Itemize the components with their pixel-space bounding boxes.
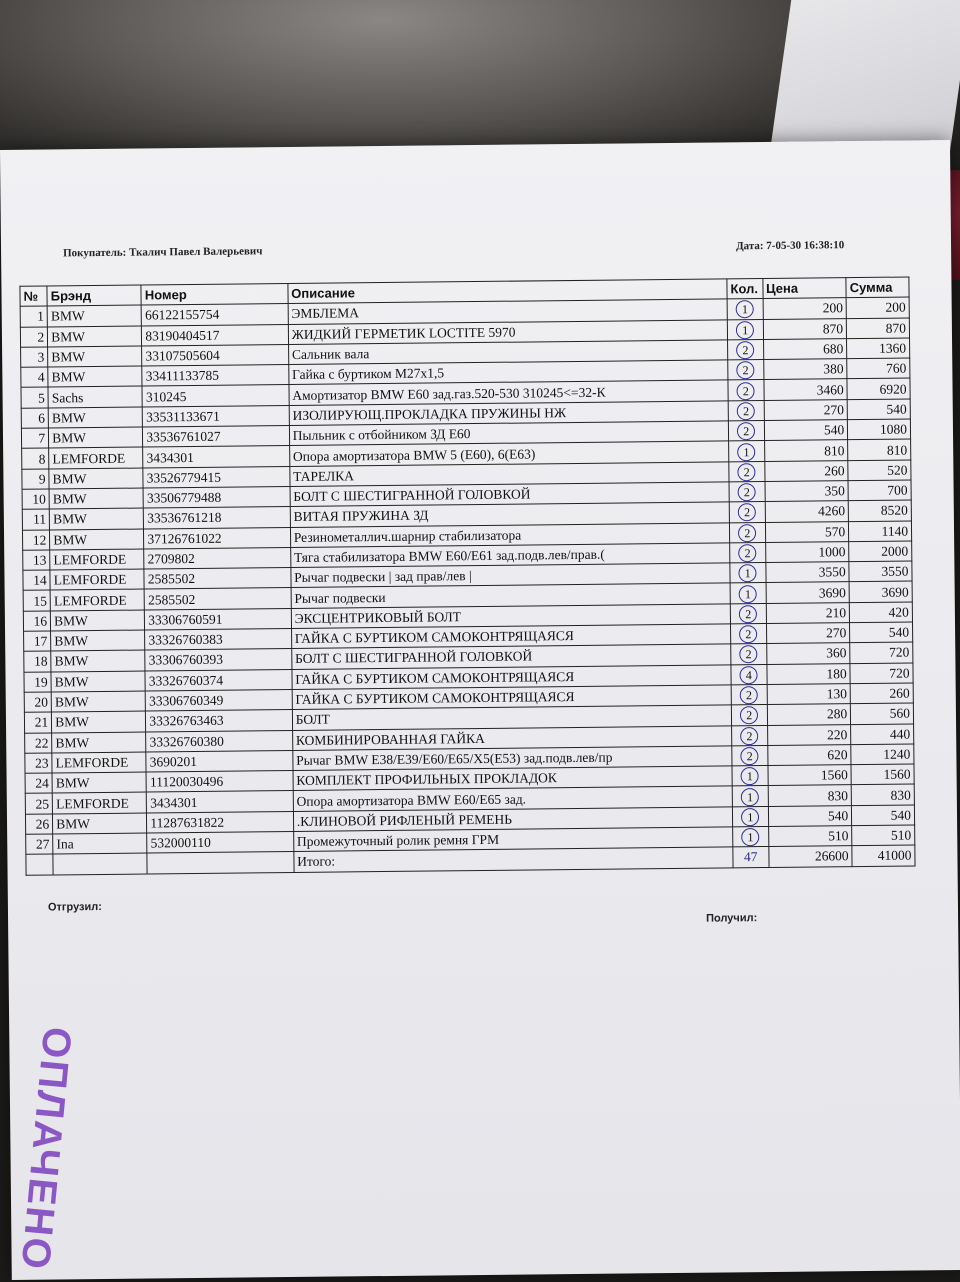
row-brand: BMW: [51, 650, 145, 671]
qty-circle-mark: 2: [738, 544, 756, 562]
row-sum: 1080: [848, 419, 911, 440]
row-brand: BMW: [49, 508, 143, 529]
row-sum: 560: [851, 703, 914, 724]
background-paper: [769, 0, 960, 160]
row-number: 18: [24, 651, 51, 672]
row-number: 1: [20, 306, 47, 327]
qty-circle-mark: 2: [740, 706, 758, 724]
qty-circle-mark: 2: [739, 605, 757, 623]
row-brand: BMW: [48, 407, 142, 428]
row-number: 13: [23, 550, 50, 571]
row-description: Тяга стабилизатора BMW E60/E61 зад.подв.лев/прав.(: [290, 543, 729, 568]
row-description: ЭКСЦЕНТРИКОВЫЙ БОЛТ: [291, 604, 730, 629]
column-header: Брэнд: [47, 285, 141, 306]
row-qty: [729, 522, 765, 543]
row-part-number: 11120030496: [146, 771, 293, 793]
qty-circle-mark: 4: [740, 666, 758, 684]
qty-circle-mark: 1: [741, 808, 759, 826]
row-part-number: 2585502: [144, 568, 291, 590]
row-description: .КЛИНОВОЙ РИФЛЕНЫЙ РЕМЕНЬ: [293, 807, 732, 832]
row-description: КОМПЛЕКТ ПРОФИЛЬНЫХ ПРОКЛАДОК: [293, 766, 732, 791]
row-price: 180: [766, 663, 850, 684]
row-sum: 760: [847, 358, 910, 379]
qty-circle-mark: 2: [739, 646, 757, 664]
row-description: ЭМБЛЕМА: [288, 299, 727, 324]
row-number: 17: [24, 631, 51, 652]
row-number: 5: [21, 387, 48, 408]
row-number: 3: [21, 347, 48, 368]
row-part-number: 33306760591: [145, 608, 292, 630]
total-sum: 41000: [852, 845, 915, 866]
row-brand: LEMFORDE: [50, 569, 144, 590]
row-price: 270: [766, 623, 850, 644]
row-qty: [732, 766, 768, 787]
row-sum: 2000: [849, 541, 912, 562]
row-part-number: 11287631822: [147, 811, 294, 833]
row-brand: LEMFORDE: [49, 447, 143, 468]
row-brand: LEMFORDE: [50, 589, 144, 610]
row-number: 7: [21, 428, 48, 449]
column-header: №: [20, 286, 47, 307]
row-part-number: 532000110: [147, 831, 294, 853]
row-brand: BMW: [50, 529, 144, 550]
row-brand: LEMFORDE: [52, 792, 146, 813]
row-qty: [732, 806, 768, 827]
row-price: 260: [764, 460, 848, 481]
total-label: Итого:: [294, 847, 733, 872]
row-price: 510: [768, 826, 852, 847]
row-number: 6: [21, 408, 48, 429]
row-brand: Ina: [53, 833, 147, 854]
row-sum: 720: [850, 642, 913, 663]
row-description: Гайка с буртиком M27x1,5: [288, 360, 727, 385]
row-part-number: 33536761027: [143, 426, 290, 448]
row-description: ГАЙКА С БУРТИКОМ САМОКОНТРЯЩАЯСЯ: [291, 624, 730, 649]
qty-circle-mark: 1: [736, 301, 754, 319]
row-description: Амортизатор BMW E60 зад.газ.520-530 310245<=32-К: [289, 380, 728, 405]
row-number: 21: [24, 712, 51, 733]
total-qty: 47: [733, 847, 769, 868]
qty-circle-mark: 2: [740, 727, 758, 745]
row-part-number: 33326760374: [145, 669, 292, 691]
row-part-number: 33326763463: [146, 710, 293, 732]
row-brand: BMW: [52, 732, 146, 753]
row-sum: 260: [850, 683, 913, 704]
qty-circle-mark: 2: [739, 625, 757, 643]
row-price: 870: [763, 318, 847, 339]
qty-circle-mark: 1: [741, 767, 759, 785]
row-qty: [731, 684, 767, 705]
row-qty: [727, 299, 763, 320]
row-qty: [732, 745, 768, 766]
row-qty: [732, 725, 768, 746]
row-qty: [728, 400, 764, 421]
qty-circle-mark: 2: [737, 361, 755, 379]
row-qty: [732, 786, 768, 807]
row-part-number: 2709802: [144, 547, 291, 569]
row-qty: [728, 421, 764, 442]
row-part-number: 33326760383: [145, 629, 292, 651]
qty-circle-mark: 2: [737, 402, 755, 420]
row-price: 540: [764, 420, 848, 441]
row-description: БОЛТ С ШЕСТИГРАННОЙ ГОЛОВКОЙ: [290, 482, 729, 507]
row-part-number: 2585502: [144, 588, 291, 610]
qty-circle-mark: 1: [741, 788, 759, 806]
row-number: 9: [22, 469, 49, 490]
row-brand: BMW: [51, 671, 145, 692]
row-description: Рычаг BMW E38/E39/E60/E65/X5(E53) зад.подв.лев/пр: [293, 746, 732, 771]
paid-stamp: ОПЛАЧЕНО: [12, 1025, 80, 1273]
qty-circle-mark: 1: [739, 564, 757, 582]
row-brand: BMW: [48, 326, 142, 347]
row-description: ВИТАЯ ПРУЖИНА ЗД: [290, 502, 729, 527]
row-qty: [729, 502, 765, 523]
row-part-number: 66122155754: [141, 304, 288, 326]
row-sum: 540: [852, 805, 915, 826]
row-part-number: 33326760380: [146, 730, 293, 752]
row-price: 3550: [765, 562, 849, 583]
qty-circle-mark: 2: [737, 422, 755, 440]
row-qty: [728, 360, 764, 381]
row-part-number: 310245: [142, 385, 289, 407]
row-number: 11: [22, 509, 49, 530]
date-label: Дата: 7-05-30 16:38:10: [735, 239, 845, 253]
row-part-number: 3690201: [146, 750, 293, 772]
qty-circle-mark: 1: [741, 828, 759, 846]
row-brand: BMW: [52, 772, 146, 793]
row-description: Сальник вала: [288, 340, 727, 365]
row-sum: 1140: [849, 521, 912, 542]
column-header: Номер: [141, 283, 288, 305]
row-brand: Sachs: [48, 387, 142, 408]
row-number: 12: [22, 530, 49, 551]
row-qty: [730, 563, 766, 584]
row-sum: 420: [849, 602, 912, 623]
row-number: 20: [24, 692, 51, 713]
row-part-number: 33306760349: [145, 689, 292, 711]
row-number: 8: [22, 448, 49, 469]
row-qty: [727, 319, 763, 340]
row-price: 210: [766, 602, 850, 623]
row-number: 25: [25, 793, 52, 814]
row-price: 620: [767, 744, 851, 765]
received-label: Получил:: [706, 912, 758, 925]
row-qty: [730, 542, 766, 563]
row-sum: 810: [848, 439, 911, 460]
row-description: Резинометаллич.шарнир стабилизатора: [290, 522, 729, 547]
invoice-sheet: [0, 140, 960, 1280]
row-price: 1560: [768, 765, 852, 786]
row-description: Опора амортизатора BMW 5 (E60), 6(E63): [289, 441, 728, 466]
row-part-number: 33536761218: [144, 507, 291, 529]
row-number: 15: [23, 590, 50, 611]
row-brand: BMW: [51, 630, 145, 651]
row-price: 380: [763, 359, 847, 380]
row-price: 3690: [766, 582, 850, 603]
qty-circle-mark: 2: [740, 686, 758, 704]
row-sum: 540: [850, 622, 913, 643]
row-description: БОЛТ: [292, 705, 731, 730]
row-number: 24: [25, 773, 52, 794]
column-header: Кол.: [727, 279, 763, 300]
row-brand: BMW: [53, 813, 147, 834]
qty-circle-mark: 2: [738, 483, 756, 501]
row-qty: [729, 441, 765, 462]
row-price: 220: [767, 724, 851, 745]
row-sum: 200: [846, 297, 909, 318]
row-brand: BMW: [52, 711, 146, 732]
row-price: 360: [766, 643, 850, 664]
row-price: 4260: [765, 501, 849, 522]
qty-circle-mark: 2: [738, 524, 756, 542]
row-qty: [730, 583, 766, 604]
row-part-number: 3434301: [143, 446, 290, 468]
row-qty: [728, 380, 764, 401]
column-header: Сумма: [846, 277, 909, 298]
row-description: ГАЙКА С БУРТИКОМ САМОКОНТРЯЩАЯСЯ: [292, 685, 731, 710]
row-price: 1000: [765, 541, 849, 562]
row-sum: 1240: [851, 744, 914, 765]
row-sum: 1560: [851, 764, 914, 785]
row-sum: 540: [847, 399, 910, 420]
row-price: 810: [764, 440, 848, 461]
row-brand: BMW: [49, 488, 143, 509]
buyer-label: Покупатель: Ткалич Павел Валерьевич: [63, 245, 263, 260]
row-qty: [730, 603, 766, 624]
row-brand: BMW: [49, 427, 143, 448]
row-qty: [733, 827, 769, 848]
column-header: Описание: [288, 279, 727, 304]
row-description: ИЗОЛИРУЮЩ.ПРОКЛАДКА ПРУЖИНЫ НЖ: [289, 401, 728, 426]
row-price: 350: [765, 481, 849, 502]
row-qty: [729, 461, 765, 482]
qty-circle-mark: 2: [741, 747, 759, 765]
row-number: 16: [23, 611, 50, 632]
row-description: БОЛТ С ШЕСТИГРАННОЙ ГОЛОВКОЙ: [291, 644, 730, 669]
row-sum: 700: [848, 480, 911, 501]
qty-circle-mark: 1: [739, 585, 757, 603]
row-description: Опора амортизатора BMW E60/E65 зад.: [293, 786, 732, 811]
shipped-label: Отгрузил:: [47, 900, 102, 914]
table-body: [20, 297, 915, 854]
row-sum: 3550: [849, 561, 912, 582]
items-table: [19, 276, 915, 875]
row-description: Пыльник с отбойником ЗД E60: [289, 421, 728, 446]
column-header: Цена: [762, 278, 846, 299]
row-brand: LEMFORDE: [52, 752, 146, 773]
row-sum: 830: [851, 784, 914, 805]
row-number: 4: [21, 367, 48, 388]
row-qty: [731, 664, 767, 685]
row-part-number: 33526779415: [143, 466, 290, 488]
row-number: 27: [26, 834, 53, 855]
row-brand: BMW: [48, 366, 142, 387]
row-part-number: 33107505604: [142, 344, 289, 366]
row-qty: [731, 705, 767, 726]
row-number: 2: [20, 327, 47, 348]
row-number: 14: [23, 570, 50, 591]
row-brand: BMW: [49, 468, 143, 489]
qty-circle-mark: 2: [737, 382, 755, 400]
row-part-number: 33411133785: [142, 365, 289, 387]
qty-circle-mark: 2: [738, 463, 756, 481]
row-price: 680: [763, 339, 847, 360]
row-description: Рычаг подвески | зад прав/лев |: [291, 563, 730, 588]
total-price: 26600: [768, 846, 852, 867]
row-price: 830: [768, 785, 852, 806]
row-description: ГАЙКА С БУРТИКОМ САМОКОНТРЯЩАЯСЯ: [292, 665, 731, 690]
qty-circle-mark: 1: [737, 443, 755, 461]
row-qty: [728, 339, 764, 360]
row-part-number: 33531133671: [143, 405, 290, 427]
row-brand: BMW: [51, 691, 145, 712]
row-description: ЖИДКИЙ ГЕРМЕТИК LOCTITE 5970: [288, 319, 727, 344]
row-sum: 440: [851, 723, 914, 744]
row-description: Рычаг подвески: [291, 583, 730, 608]
row-part-number: 33306760393: [145, 649, 292, 671]
row-sum: 870: [847, 318, 910, 339]
row-part-number: 3434301: [147, 791, 294, 813]
qty-circle-mark: 1: [736, 321, 754, 339]
row-number: 22: [25, 733, 52, 754]
row-brand: BMW: [48, 346, 142, 367]
row-qty: [729, 481, 765, 502]
row-number: 26: [25, 814, 52, 835]
row-brand: BMW: [47, 305, 141, 326]
row-brand: LEMFORDE: [50, 549, 144, 570]
row-description: КОМБИНИРОВАННАЯ ГАЙКА: [292, 725, 731, 750]
row-sum: 8520: [848, 500, 911, 521]
row-price: 130: [767, 684, 851, 705]
row-description: ТАРЕЛКА: [290, 462, 729, 487]
row-sum: 1360: [847, 338, 910, 359]
row-sum: 520: [848, 460, 911, 481]
row-sum: 510: [852, 825, 915, 846]
row-number: 10: [22, 489, 49, 510]
qty-circle-mark: 2: [738, 504, 756, 522]
row-part-number: 83190404517: [142, 324, 289, 346]
row-price: 3460: [763, 379, 847, 400]
row-number: 23: [25, 753, 52, 774]
qty-circle-mark: 2: [736, 341, 754, 359]
row-part-number: 37126761022: [144, 527, 291, 549]
row-part-number: 33506779488: [143, 486, 290, 508]
row-qty: [731, 624, 767, 645]
row-description: Промежуточный ролик ремня ГРМ: [293, 827, 732, 852]
row-brand: BMW: [51, 610, 145, 631]
row-sum: 6920: [847, 378, 910, 399]
row-price: 200: [763, 298, 847, 319]
row-sum: 3690: [849, 581, 912, 602]
row-sum: 720: [850, 663, 913, 684]
row-price: 540: [768, 805, 852, 826]
row-price: 570: [765, 521, 849, 542]
row-price: 280: [767, 704, 851, 725]
row-number: 19: [24, 672, 51, 693]
row-qty: [731, 644, 767, 665]
row-price: 270: [764, 399, 848, 420]
